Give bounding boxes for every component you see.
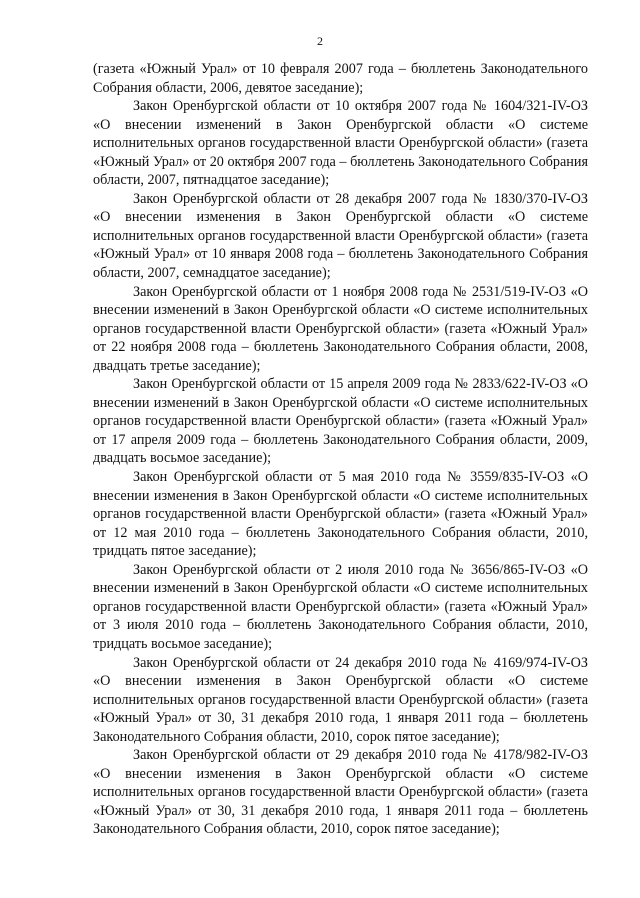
law-reference-paragraph: Закон Оренбургской области от 10 октября 2007 года № 1604/321-IV-ОЗ «О внесении изменений в Закон Оренбургской области «О системе исполнительных органов государственной власти Оренбургской области» (газета «Южный Урал» от 20 октября 2007 года – бюллетень Законодательного Собрания области, 2007, пятнадцатое заседание); [93, 98, 588, 189]
document-body [93, 60, 588, 839]
law-reference-paragraph: Закон Оренбургской области от 1 ноября 2008 года № 2531/519-IV-ОЗ «О внесении изменений в Закон Оренбургской области «О системе исполнительных органов государственной власти Оренбургской области» (газета «Южный Урал» от 22 ноября 2008 года – бюллетень Законодательного Собрания области, 2008, двадцать третье заседание); [93, 283, 588, 374]
law-reference-paragraph: Закон Оренбургской области от 24 декабря 2010 года № 4169/974-IV-ОЗ «О внесении изменения в Закон Оренбургской области «О системе исполнительных органов государственной власти Оренбургской области» (газета «Южный Урал» от 30, 31 декабря 2010 года, 1 января 2011 года – бюллетень Законодательного Собрания области, 2010, сорок пятое заседание); [93, 654, 588, 745]
law-reference-paragraph: Закон Оренбургской области от 5 мая 2010 года № 3559/835-IV-ОЗ «О внесении изменения в Закон Оренбургской области «О системе исполнительных органов государственной власти Оренбургской области» (газета «Южный Урал» от 12 мая 2010 года – бюллетень Законодательного Собрания области, 2010, тридцать пятое заседание); [93, 469, 588, 560]
page-number: 2 [317, 34, 323, 48]
law-reference-paragraph: Закон Оренбургской области от 28 декабря 2007 года № 1830/370-IV-ОЗ «О внесении изменения в Закон Оренбургской области «О системе исполнительных органов государственной власти Оренбургской области» (газета «Южный Урал» от 10 января 2008 года – бюллетень Законодательного Собрания области, 2007, семнадцатое заседание); [93, 190, 588, 282]
paragraph-continuation: (газета «Южный Урал» от 10 февраля 2007 года – бюллетень Законодательного Собрания области, 2006, девятое заседание); [93, 61, 588, 96]
law-reference-paragraph: Закон Оренбургской области от 29 декабря 2010 года № 4178/982-IV-ОЗ «О внесении изменения в Закон Оренбургской области «О системе исполнительных органов государственной власти Оренбургской области» (газета «Южный Урал» от 30, 31 декабря 2010 года, 1 января 2011 года – бюллетень Законодательного Собрания области, 2010, сорок пятое заседание); [93, 747, 588, 838]
law-reference-paragraph: Закон Оренбургской области от 2 июля 2010 года № 3656/865-IV-ОЗ «О внесении изменений в Закон Оренбургской области «О системе исполнительных органов государственной власти Оренбургской области» (газета «Южный Урал» от 3 июля 2010 года – бюллетень Законодательного Собрания области, 2010, тридцать восьмое заседание); [93, 561, 588, 652]
law-reference-paragraph: Закон Оренбургской области от 15 апреля 2009 года № 2833/622-IV-ОЗ «О внесении изменений в Закон Оренбургской области «О системе исполнительных органов государственной власти Оренбургской области» (газета «Южный Урал» от 17 апреля 2009 года – бюллетень Законодательного Собрания области, 2009, двадцать восьмое заседание); [93, 376, 588, 467]
